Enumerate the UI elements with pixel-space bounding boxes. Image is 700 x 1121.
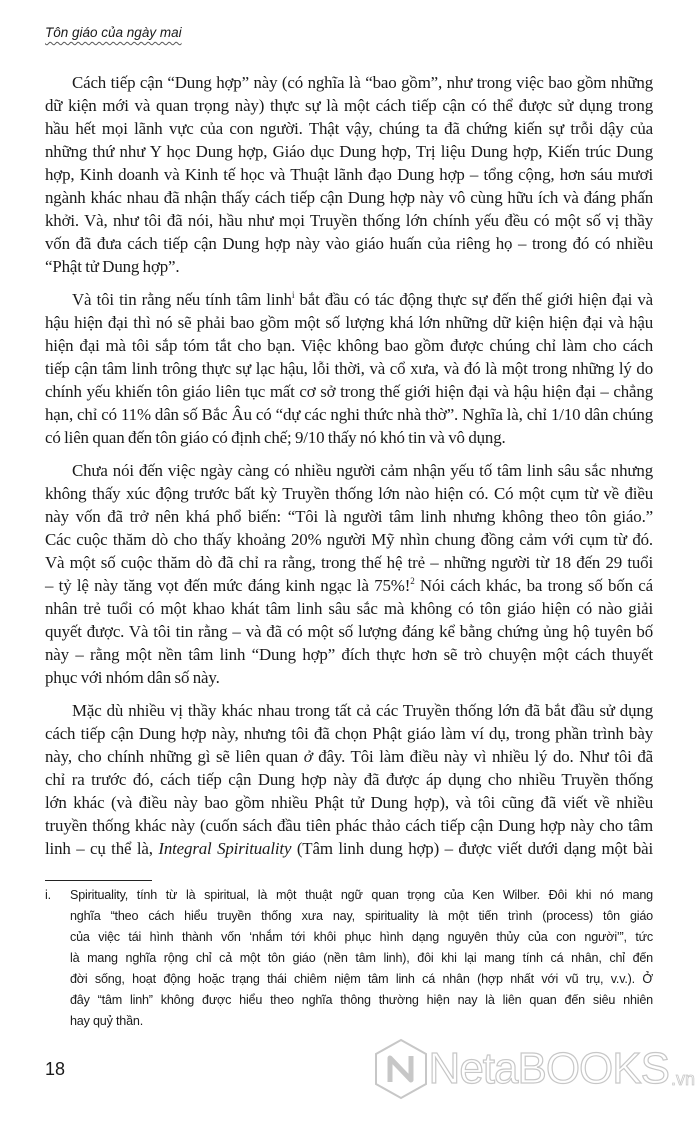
text-line: Spirituality, tính từ là spiritual, là một thuật ngữ quan trọng của Ken Wilber. Đôi khi nó mang [70, 888, 653, 902]
text-line: dữ kiện mới và quan trọng này) thực sự là một cách tiếp cận có thể được sử dụng trong [45, 96, 653, 115]
text-line: – tỷ lệ này tăng vọt đến mức đáng kinh ngạc là 75%!$^2$ Nói cách khác, ba trong số bốn cá [45, 576, 653, 595]
page-footer [45, 1038, 695, 1100]
paragraph [45, 288, 653, 449]
text-line: vốn đã đưa cách tiếp cận Dung hợp này vào giáo huấn của riêng họ – trong đó có nhiều [45, 234, 653, 253]
text-line: phục với nhóm dân số này. [45, 668, 220, 687]
text-line: hay quỷ thần. [70, 1014, 144, 1028]
text-line: Cách tiếp cận “Dung hợp” này (có nghĩa là “bao gồm”, như trong việc bao gồm những [72, 73, 653, 92]
text-line: hợp, Kinh doanh và Kinh tế học và Thuật lãnh đạo Dung hợp – tổng cộng, hơn sáu mươi [45, 165, 653, 184]
text-line: truyền thống khác này (cuốn sách đầu tiên phác thảo cách tiếp cận Dung hợp này cho tâm [45, 816, 653, 835]
text-line: này vốn đã trở nên khá phổ biến: “Tôi là người tâm linh nhưng không theo tôn giáo.” [45, 507, 653, 526]
watermark-brand: NetaBOOKS [428, 1044, 669, 1093]
text-line: Mặc dù nhiều vị thầy khác nhau trong tất cả các Truyền thống lớn đã bắt đầu sử dụng [72, 701, 653, 720]
text-line: nhân trẻ tuổi có một khao khát tâm linh sâu sắc mà không có tôn giáo hiện có nào giải [45, 599, 653, 618]
text-line: có liên quan đến tôn giáo có định chế; 9/10 thấy nó khó tin và vô dụng. [45, 428, 506, 447]
text-line: cách tiếp cận Dung hợp này, nhưng tôi đã chọn Phật giáo làm ví dụ, trong phần trình bày [45, 724, 653, 743]
footnote-divider [45, 880, 152, 881]
text-line: hiện đại mà tôi sắp tóm tắt cho bạn. Việc không bao gồm được chúng chỉ làm cho cách [45, 336, 653, 355]
text-line: tiếp cận tâm linh trông thực sự lạc hậu, lỗi thời, và cổ xưa, và đó là một trong những lý do [45, 359, 653, 378]
text-line: hầu hết mọi lãnh vực của con người. Thật vậy, chúng ta đã chứng kiến sự trỗi dậy của [45, 119, 653, 138]
text-line: là mang nghĩa rộng chỉ cả một tôn giáo (nền tâm linh), đôi khi lại mang tính cá nhân, chỉ đến [70, 951, 653, 965]
italic-text: Integral Spirituality [158, 839, 292, 858]
footnote-reference: i [291, 290, 295, 300]
text-line: lớn khác (và điều này bao gồm nhiều Phật tử Dung hợp), và tôi cũng đã viết về nhiều [45, 793, 653, 812]
paragraph [45, 459, 653, 689]
text-line: linh – cụ thể là, Integral Spirituality (Tâm linh dung hợp) – được viết dưới dạng một bài [45, 839, 654, 858]
footnote-reference: 2 [410, 576, 415, 586]
page-number: 18 [45, 1059, 66, 1079]
text-line: Và một số cuộc thăm dò đã chỉ ra rằng, trong thế hệ trẻ – những người từ 18 đến 29 tuổi [45, 553, 653, 572]
text-line: nghĩa “theo cách hiểu truyền thống xưa nay, spirituality là một tiến trình (process) tôn giáo [70, 909, 653, 923]
text-line: hạn, chỉ có 11% dân số Bắc Âu có “dự các nghi thức nhà thờ”. Nghĩa là, chỉ 1/10 dân chúng [45, 405, 653, 424]
text-line: hậu hiện đại thì nó sẽ phải bao gồm một số lượng khá lớn những dữ kiện hiện đại và hậu [45, 313, 653, 332]
italic-text: ở [303, 747, 313, 766]
running-head: Tôn giáo của ngày mai [45, 25, 182, 40]
text-line: những thứ như Y học Dung hợp, Giáo dục Dung hợp, Trị liệu Dung hợp, Kiến trúc Dung [45, 142, 653, 161]
text-line: Chưa nói đến việc ngày càng có nhiều người cảm nhận yếu tố tâm linh sâu sắc nhưng [72, 461, 653, 480]
watermark-suffix: .vn [670, 1069, 695, 1089]
footnote [45, 885, 653, 1032]
text-line: “Phật tử Dung hợp”. [45, 257, 180, 276]
text-line: ngành khác nhau đã nhận thấy cách tiếp cận Dung hợp này vô cùng hữu ích và đáng phấn [45, 188, 653, 207]
text-line: đây “tâm linh” không được hiểu theo nghĩa thông thường hiện nay là liên quan đến siêu nhiên [70, 993, 653, 1007]
text-line: chính yếu khiến tôn giáo liên tục mất cơ sở trong thế giới hiện đại và hậu hiện đại – chẳng [45, 382, 653, 401]
text-line: Và tôi tin rằng nếu tính tâm linh$^i$ bắt đầu có tác động thực sự đến thế giới hiện đại và [72, 290, 653, 309]
text-line: chỉ ra trước đó, cách tiếp cận Dung hợp này đã được áp dụng cho nhiều Truyền thống [45, 770, 653, 789]
text-line: khởi. Và, như tôi đã nói, hầu như mọi Truyền thống lớn chính yếu đều có một số vị thầy [45, 211, 653, 230]
text-line: Các cuộc thăm dò cho thấy khoảng 20% người Mỹ nhìn chung đồng cảm với cụm từ đó. [45, 530, 653, 549]
text-line: đời sống, hoạt động hoặc trạng thái chiêm niệm tâm linh cá nhân (hợp nhất với vũ trụ, v.v.). Ở [70, 972, 653, 986]
text-line: của việc tái hình thành vốn ‘nhắm tới khôi phục hình dạng nguyên thủy của con người’”, tức [70, 930, 653, 944]
paragraph [45, 71, 653, 278]
paragraph [45, 699, 653, 860]
text-line: này, cho chính những gì sẽ liên quan ở đây. Tôi làm điều này vì nhiều lý do. Như tôi đã [45, 747, 653, 766]
footnote-body [70, 885, 653, 1032]
body-text [45, 71, 653, 860]
footnote-label: i. [45, 888, 51, 902]
hexagon-n-logo-icon [373, 1038, 429, 1100]
text-line: không thấy xúc động trước bất kỳ Truyền thống lớn nào hiện có. Có một cụm từ về điều [45, 484, 653, 503]
watermark [373, 1038, 695, 1100]
text-line: quyết được. Và tôi tin rằng – và đã có một số lượng đáng kể bằng chứng ủng hộ tuyên bố [45, 622, 653, 641]
text-line: này – rằng một nền tâm linh “Dung hợp” đích thực hơn sẽ trò chuyện một cách thuyết [45, 645, 653, 664]
